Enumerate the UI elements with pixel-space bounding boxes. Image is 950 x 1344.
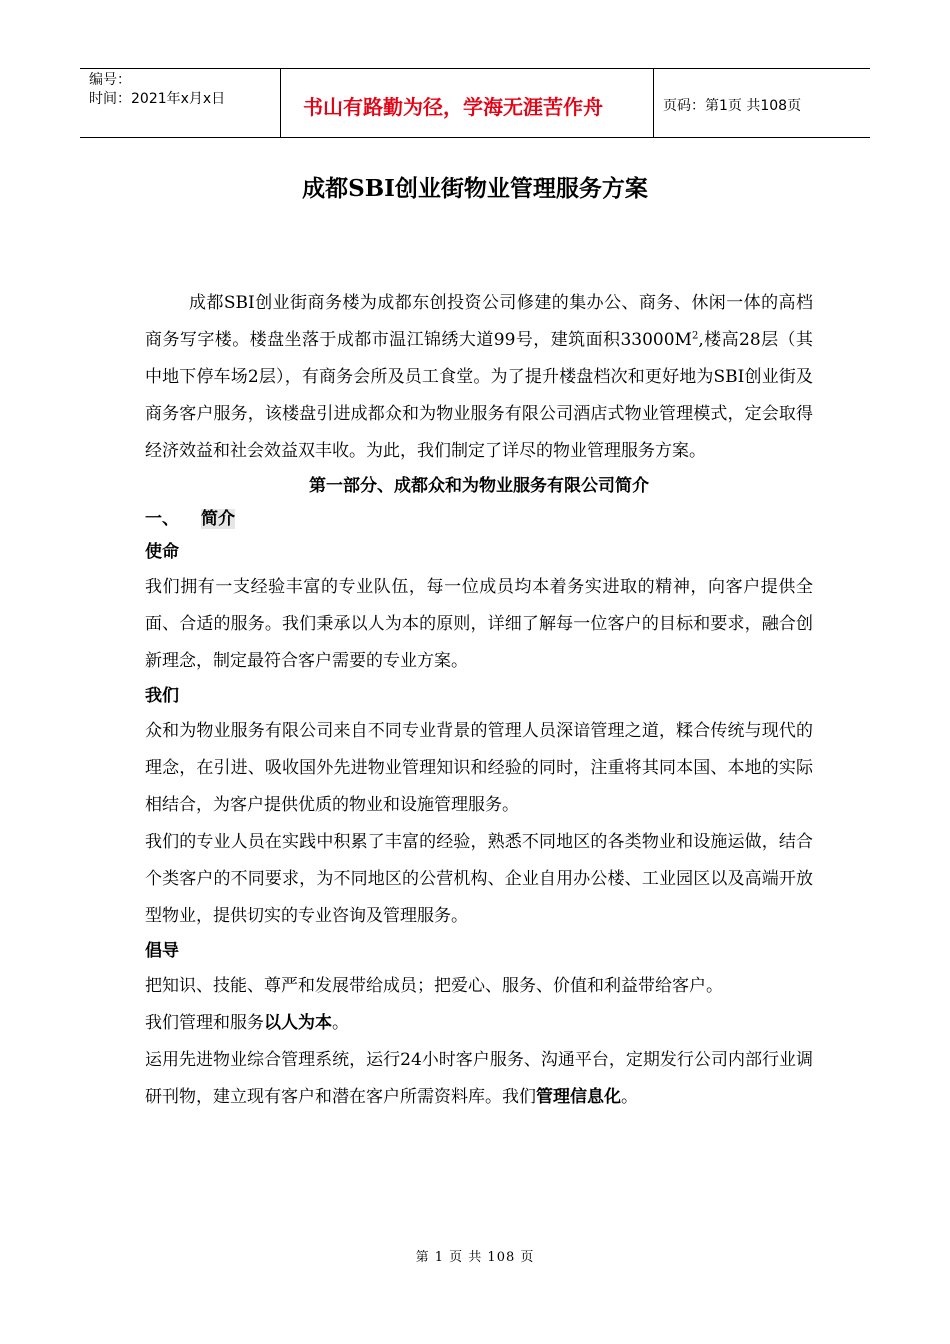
advocate-p3-pre: 运用先进物业综合管理系统，运行24小时客户服务、沟通平台，定期发行公司内部行业调研刊物，建立现有客户和潜在客户所需资料库。我们 bbox=[145, 1050, 813, 1107]
we-paragraph-2: 我们的专业人员在实践中积累了丰富的经验，熟悉不同地区的各类物业和设施运做，结合个类客户的不同要求，为不同地区的公营机构、企业自用办公楼、工业园区以及高端开放型物业，提供切实的专业咨询及管理服务。 bbox=[145, 832, 813, 926]
intro-text-2: ,楼高28层（其中地下停车场2层），有商务会所及员工食堂。为了提升楼盘档次和更好地为SBI创业街及商务客户服务，该楼盘引进成都众和为物业服务有限公司酒店式物业管理模式，定会取得经济效益和社会效益双丰收。为此，我们制定了详尽的物业管理服务方案。 bbox=[145, 330, 813, 461]
section-title: 简介 bbox=[201, 509, 235, 529]
advocate-paragraph-2 bbox=[145, 1005, 813, 1042]
document-title: 成都SBI创业街物业管理服务方案 bbox=[302, 175, 648, 202]
we-heading: 我们 bbox=[145, 686, 179, 706]
header-page-code: 页码：第1页 共108页 bbox=[663, 98, 802, 114]
mission-heading: 使命 bbox=[145, 542, 179, 562]
mission-paragraph: 我们拥有一支经验丰富的专业队伍，每一位成员均本着务实进取的精神，向客户提供全面、合适的服务。我们秉承以人为本的原则，详细了解每一位客户的目标和要求，融合创新理念，制定最符合客户需要的专业方案。 bbox=[145, 577, 813, 671]
advocate-heading: 倡导 bbox=[145, 941, 179, 961]
we-paragraph-1: 众和为物业服务有限公司来自不同专业背景的管理人员深谙管理之道，糅合传统与现代的理念，在引进、吸收国外先进物业管理知识和经验的同时，注重将其同本国、本地的实际相结合，为客户提供优质的物业和设施管理服务。 bbox=[145, 721, 813, 815]
advocate-p2-post: 。 bbox=[332, 1013, 349, 1033]
intro-paragraph bbox=[145, 285, 813, 470]
document-body bbox=[145, 285, 813, 1116]
advocate-paragraph-1: 把知识、技能、尊严和发展带给成员；把爱心、服务、价值和利益带给客户。 bbox=[145, 976, 723, 996]
section-heading-intro bbox=[145, 503, 813, 536]
intro-text-1: 成都SBI创业街商务楼为成都东创投资公司修建的集办公、商务、休闲一体的高档商务写字楼。楼盘坐落于成都市温江锦绣大道99号，建筑面积33000M bbox=[145, 293, 813, 350]
advocate-p2-bold: 以人为本 bbox=[264, 1013, 332, 1033]
section-number: 一、 bbox=[145, 509, 179, 529]
page-header bbox=[80, 68, 870, 138]
number-label: 编号： bbox=[89, 72, 131, 88]
time-label: 时间：2021年x月x日 bbox=[89, 91, 226, 107]
advocate-p3-post: 。 bbox=[621, 1087, 638, 1107]
advocate-p3-bold: 管理信息化 bbox=[536, 1087, 621, 1107]
part-one-heading: 第一部分、成都众和为物业服务有限公司简介 bbox=[309, 476, 649, 496]
header-meta-cell bbox=[80, 69, 281, 137]
advocate-paragraph-3 bbox=[145, 1042, 813, 1116]
page-footer: 第 1 页 共 108 页 bbox=[415, 1250, 535, 1265]
area-superscript: 2 bbox=[691, 330, 699, 342]
advocate-p2-pre: 我们管理和服务 bbox=[145, 1013, 264, 1033]
header-motto: 书山有路勤为径，学海无涯苦作舟 bbox=[281, 69, 654, 137]
